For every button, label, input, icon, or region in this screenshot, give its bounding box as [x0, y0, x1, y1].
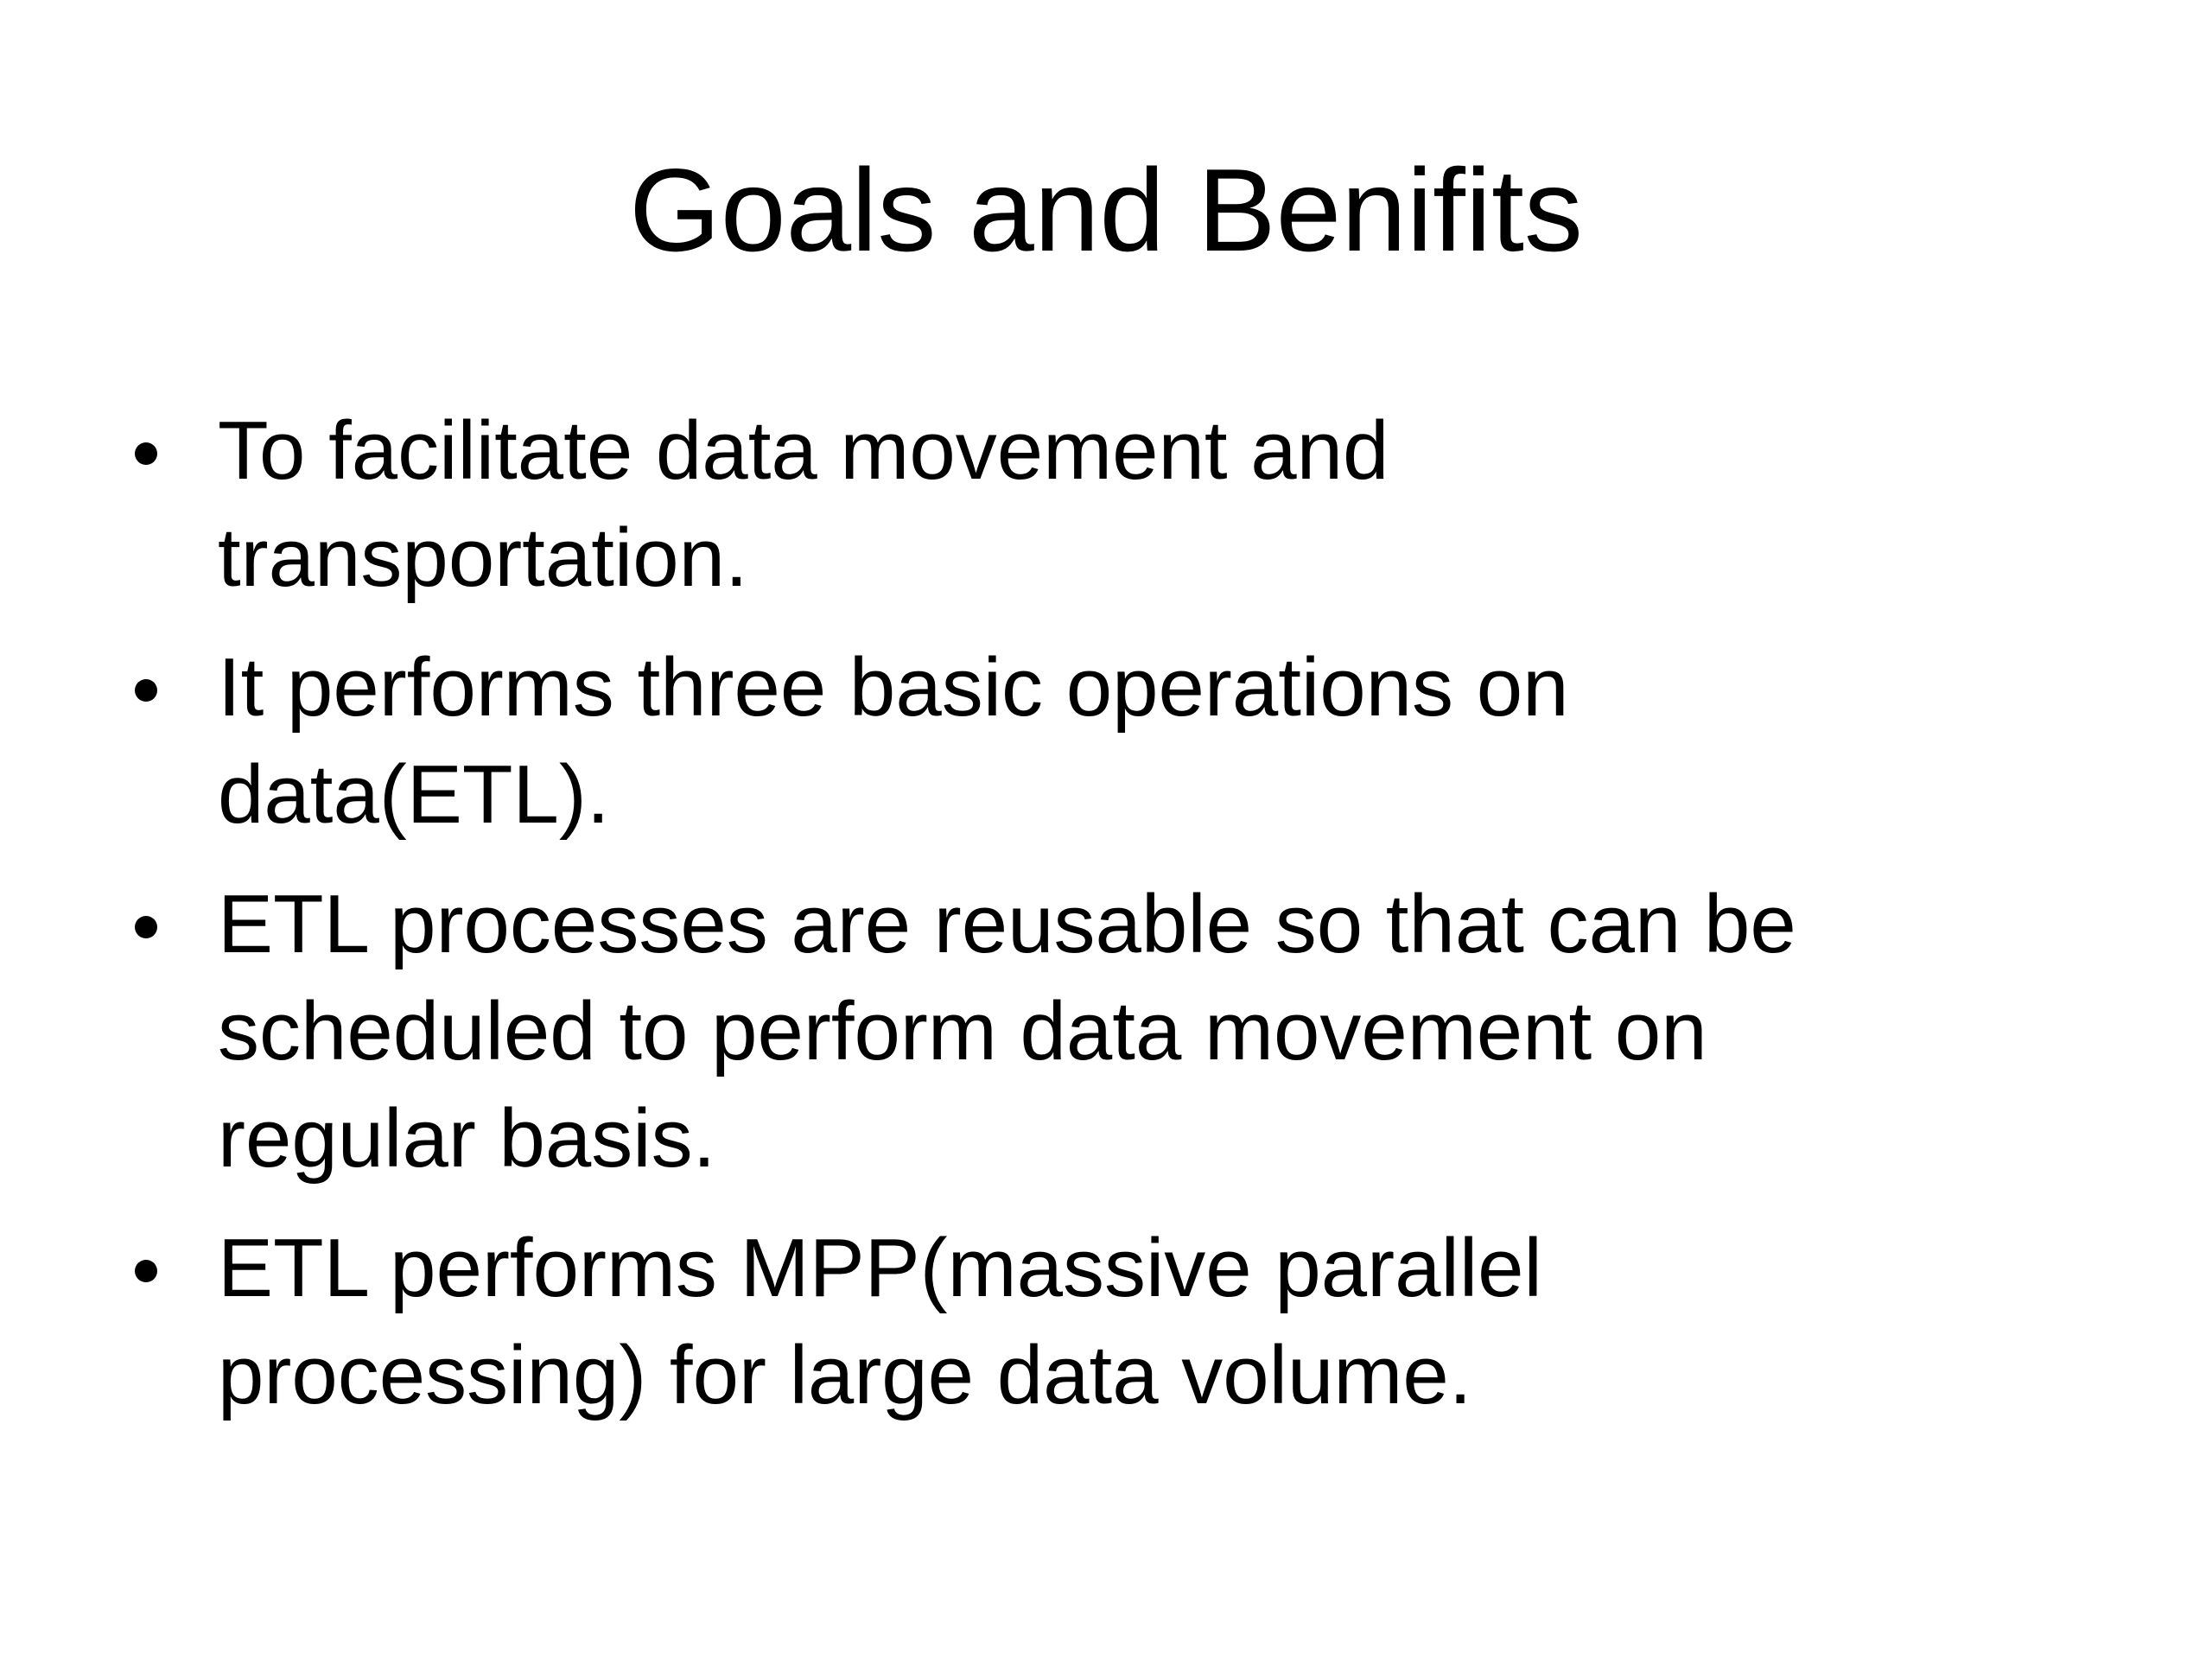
bullet-text: It performs three basic operations on data(ETL). [218, 641, 1569, 841]
bullet-text: ETL performs MPP(massive parallel processing) for large data volume. [218, 1222, 1542, 1421]
bullet-dot-icon [135, 442, 157, 465]
bullet-item [130, 871, 2117, 1192]
bullet-dot-icon [135, 916, 157, 938]
bullet-dot-icon [135, 679, 157, 702]
bullet-text: To facilitate data movement and transportation. [218, 404, 1389, 604]
bullet-item [130, 634, 2117, 849]
bullet-dot-icon [135, 1260, 157, 1282]
bullet-text: ETL processes are reusable so that can be scheduled to perform data movement on regular basis. [218, 878, 1796, 1185]
bullet-item [130, 397, 2117, 612]
slide-title: Goals and Benifits [629, 144, 1583, 276]
bullet-list [130, 397, 2117, 1452]
bullet-item [130, 1215, 2117, 1429]
